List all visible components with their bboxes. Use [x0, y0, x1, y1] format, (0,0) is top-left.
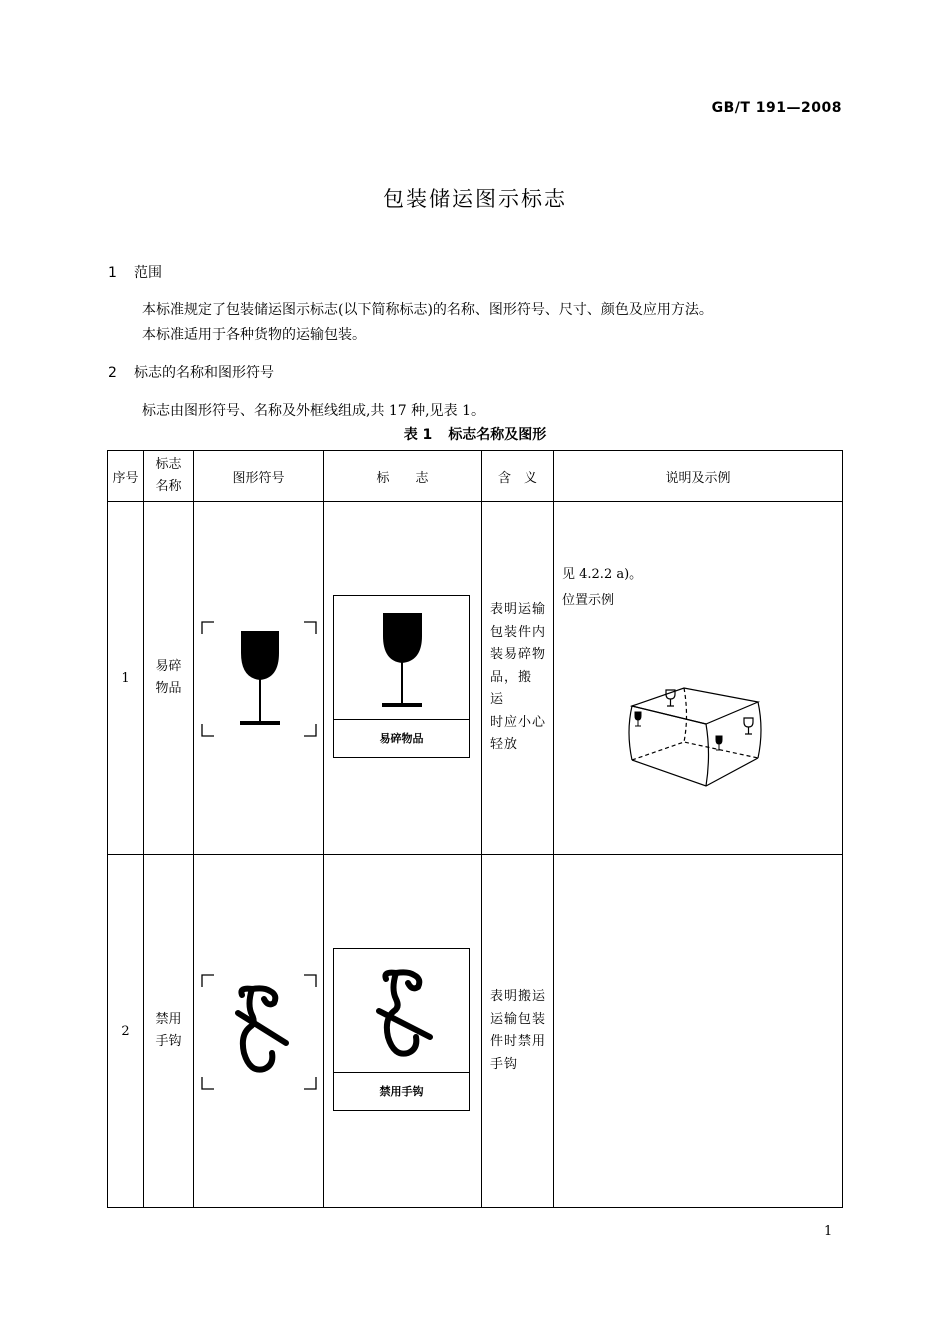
mark-label: 禁用手钩: [334, 1072, 469, 1110]
row-name: [144, 502, 194, 855]
meaning-line: 轻放: [490, 737, 519, 753]
header-symbol: 图形符号: [194, 451, 324, 502]
table-row: [108, 502, 843, 855]
meaning-line: 品，搬 运: [490, 669, 533, 708]
meaning-line: 表明运输: [490, 602, 547, 618]
row-seq: 2: [108, 855, 144, 1208]
header-mark: 标 志: [324, 451, 482, 502]
wine-glass-icon: [194, 502, 324, 854]
section-title: 范围: [134, 265, 162, 281]
header-name-line: 名称: [155, 479, 182, 494]
section-title: 标志的名称和图形符号: [134, 365, 274, 381]
meaning-line: 件时禁用: [490, 1034, 547, 1049]
header-seq: 序号: [108, 451, 144, 502]
section-number: 2: [108, 365, 117, 381]
section-1-heading: [108, 262, 162, 282]
paragraph: 本标准适用于各种货物的运输包装。: [142, 327, 366, 343]
meaning-line: 表明搬运: [490, 989, 547, 1004]
no-hook-icon: [194, 855, 324, 1207]
document-title: 包装储运图示标志: [383, 187, 567, 211]
section-2-heading: [108, 362, 274, 382]
mark-cell: [324, 502, 482, 855]
marks-table: [107, 450, 843, 1208]
section-number: 1: [108, 265, 117, 281]
table-row: [108, 855, 843, 1208]
package-position-diagram: [624, 684, 784, 794]
paragraph: 标志由图形符号、名称及外框线组成,共 17 种,见表 1。: [142, 403, 485, 419]
standard-code: GB/T 191—2008: [711, 100, 842, 116]
symbol-cell: [194, 855, 324, 1208]
header-meaning: 含 义: [482, 451, 554, 502]
meaning-cell: [482, 855, 554, 1208]
row-name-line: 易碎: [155, 659, 182, 674]
mark-label: 易碎物品: [334, 719, 469, 757]
label-box: [333, 948, 470, 1111]
header-note: 说明及示例: [554, 451, 843, 502]
table-caption: [0, 424, 950, 444]
row-name-line: 禁用: [155, 1012, 182, 1027]
row-seq: 1: [108, 502, 144, 855]
header-name-line: 标志: [155, 457, 182, 472]
page-number: 1: [824, 1224, 833, 1239]
note-line: 见 4.2.2 a)。: [562, 567, 643, 582]
meaning-line: 运输包装: [490, 1011, 547, 1027]
meaning-line: 时应小心: [490, 714, 547, 730]
note-line: 位置示例: [562, 593, 615, 608]
table-caption-number: 表 1: [403, 427, 433, 443]
table-caption-text: 标志名称及图形: [448, 427, 547, 443]
paragraph: 本标准规定了包装储运图示标志(以下简称标志)的名称、图形符号、尺寸、颜色及应用方法。: [142, 302, 713, 318]
meaning-line: 装易碎物: [490, 647, 547, 663]
mark-cell: [324, 855, 482, 1208]
meaning-line: 手钩: [490, 1056, 519, 1072]
header-name: [144, 451, 194, 502]
label-box: [333, 595, 470, 758]
symbol-cell: [194, 502, 324, 855]
row-name-line: 手钩: [155, 1034, 182, 1049]
row-name: [144, 855, 194, 1208]
note-cell: [554, 855, 843, 1208]
row-name-line: 物品: [155, 681, 182, 696]
no-hook-icon: [334, 949, 469, 1074]
meaning-line: 包装件内: [490, 624, 547, 640]
note-cell: [554, 502, 843, 855]
wine-glass-icon: [334, 596, 469, 721]
meaning-cell: [482, 502, 554, 855]
table-header-row: [108, 451, 843, 502]
